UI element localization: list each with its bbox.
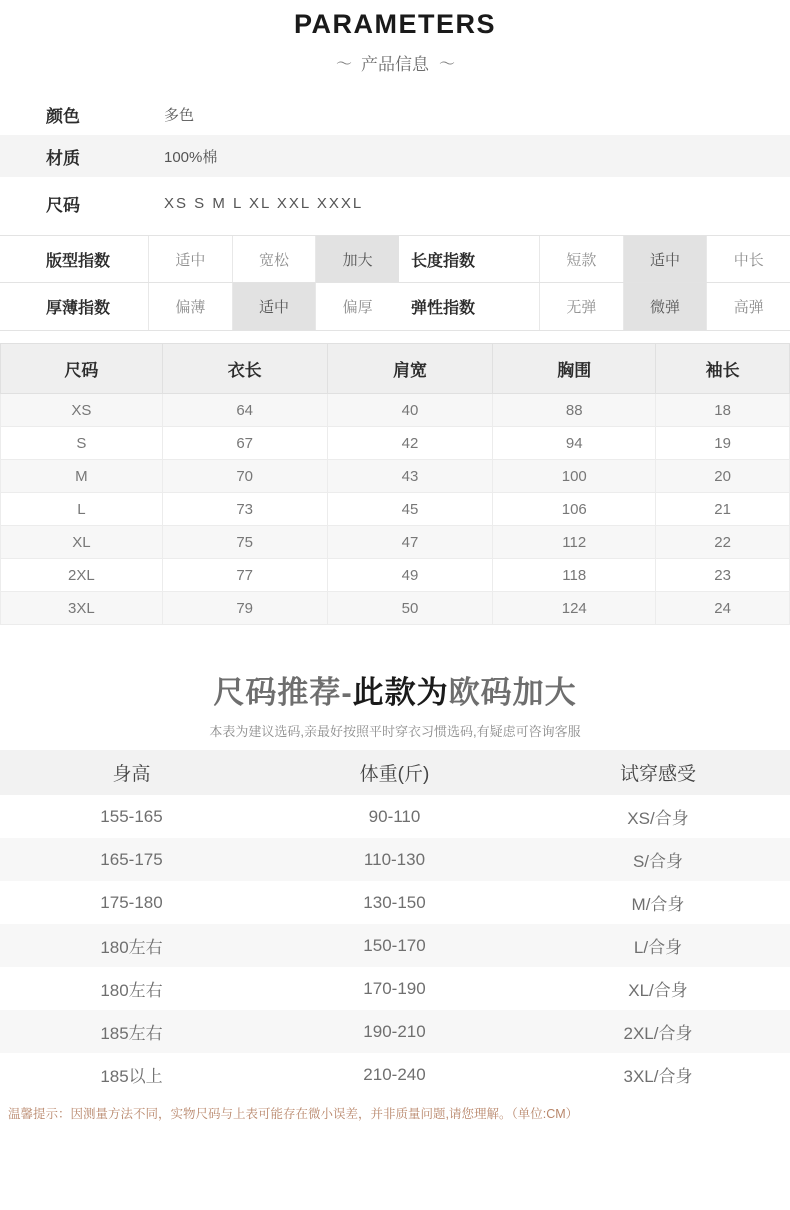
ornament-left-icon: 〜: [335, 56, 351, 73]
rec-col-header: 试穿感受: [526, 750, 790, 795]
cell: 47: [327, 526, 493, 559]
cell: S/合身: [526, 838, 790, 881]
cell: 130-150: [363, 892, 426, 912]
cell: 43: [327, 460, 493, 493]
cell: 18: [656, 394, 790, 427]
recommend-title-part3: 欧码加大: [448, 675, 577, 710]
index-row-thickness-elasticity: [0, 283, 790, 331]
cell: 94: [493, 427, 656, 460]
info-key: 颜色: [46, 106, 80, 126]
table-row: [0, 924, 790, 967]
index-grid: [0, 235, 790, 331]
table-row: [0, 838, 790, 881]
cell: 165-175: [0, 838, 263, 881]
cell: 180左右: [100, 981, 163, 1000]
info-row-material: [0, 135, 790, 177]
cell: 124: [493, 592, 656, 625]
index-label-thickness: 厚薄指数: [46, 300, 111, 317]
table-header-row: [1, 344, 790, 394]
cell: XL: [1, 526, 163, 559]
cell: 185左右: [0, 1010, 263, 1053]
table-row: [1, 592, 790, 625]
cell: 45: [327, 493, 493, 526]
cell: 67: [162, 427, 327, 460]
index-option-fit-2[interactable]: 加大: [315, 236, 399, 282]
table-row: [0, 881, 790, 924]
page-title: PARAMETERS: [293, 9, 496, 39]
index-option-elasticity-1[interactable]: 微弹: [623, 283, 707, 330]
cell: 50: [327, 592, 493, 625]
index-option-thickness-1[interactable]: 适中: [232, 283, 316, 330]
product-info-list: [0, 93, 790, 229]
table-row: [0, 1053, 790, 1096]
cell: 42: [327, 427, 493, 460]
ornament-right-icon: 〜: [439, 56, 455, 73]
cell: 210-240: [363, 1064, 426, 1084]
index-option-length-0[interactable]: 短款: [539, 236, 623, 282]
cell: 150-170: [263, 924, 526, 967]
table-row: [1, 493, 790, 526]
table-row: [1, 427, 790, 460]
cell: 20: [656, 460, 790, 493]
cell: 106: [493, 493, 656, 526]
info-value: 100%棉: [164, 148, 218, 166]
cell: L: [1, 493, 163, 526]
cell: 155-165: [100, 806, 163, 826]
cell: 2XL/合身: [526, 1010, 790, 1053]
recommend-note: 本表为建议选码,亲最好按照平时穿衣习惯选码,有疑虑可咨询客服: [209, 724, 581, 739]
recommend-title-part2: 此款为: [352, 675, 449, 710]
cell: 70: [162, 460, 327, 493]
table-row: [0, 1010, 790, 1053]
cell: L/合身: [526, 924, 790, 967]
rec-col-header: 体重(斤): [263, 750, 526, 795]
index-label-elasticity: 弹性指数: [411, 300, 476, 317]
cell: S: [1, 427, 163, 460]
cell: 49: [327, 559, 493, 592]
info-value: 多色: [164, 106, 195, 124]
cell: 24: [656, 592, 790, 625]
size-recommend-table: [0, 750, 790, 1096]
recommend-title-part1: 尺码推荐-: [213, 675, 353, 710]
cell: 22: [656, 526, 790, 559]
cell: 180左右: [0, 924, 263, 967]
cell: 118: [493, 559, 656, 592]
index-option-thickness-2[interactable]: 偏厚: [315, 283, 399, 330]
cell: 77: [162, 559, 327, 592]
cell: 79: [162, 592, 327, 625]
cell: 3XL: [1, 592, 163, 625]
cell: 112: [493, 526, 656, 559]
table-row: [1, 559, 790, 592]
footer-note: 温馨提示：因测量方法不同，实物尺码与上表可能存在微小误差，并非质量问题,请您理解。（单位:CM）: [8, 1107, 579, 1121]
table-row: [0, 967, 790, 1010]
cell: M/合身: [631, 895, 685, 914]
cell: XS: [1, 394, 163, 427]
index-option-thickness-0[interactable]: 偏薄: [148, 283, 232, 330]
cell: 73: [162, 493, 327, 526]
index-option-elasticity-0[interactable]: 无弹: [539, 283, 623, 330]
index-option-elasticity-2[interactable]: 高弹: [706, 283, 790, 330]
cell: 21: [656, 493, 790, 526]
rec-col-header: 身高: [0, 750, 263, 795]
cell: 64: [162, 394, 327, 427]
size-col-header: 肩宽: [327, 344, 493, 394]
cell: 3XL/合身: [623, 1067, 693, 1086]
cell: 75: [162, 526, 327, 559]
table-row: [1, 460, 790, 493]
recommend-title: [0, 667, 790, 712]
cell: 185以上: [100, 1067, 163, 1086]
info-value: XS S M L XL XXL XXXL: [164, 194, 364, 212]
table-row: [0, 795, 790, 838]
index-label-length: 长度指数: [411, 252, 476, 270]
info-key: 尺码: [46, 195, 80, 215]
cell: M: [1, 460, 163, 493]
size-col-header: 衣长: [162, 344, 327, 394]
cell: 40: [327, 394, 493, 427]
size-measurement-table: [0, 343, 790, 625]
cell: 19: [656, 427, 790, 460]
cell: 90-110: [368, 806, 421, 826]
size-col-header: 胸围: [493, 344, 656, 394]
cell: 88: [493, 394, 656, 427]
cell: 23: [656, 559, 790, 592]
cell: XS/合身: [627, 809, 689, 828]
info-row-size: [0, 177, 790, 229]
subtitle-row: [0, 50, 790, 75]
index-option-fit-1[interactable]: 宽松: [232, 236, 316, 282]
subtitle-text: 产品信息: [361, 55, 429, 74]
cell: 2XL: [1, 559, 163, 592]
index-label-fit: 版型指数: [46, 252, 111, 270]
cell: 175-180: [100, 892, 163, 912]
table-row: [1, 394, 790, 427]
size-col-header: 袖长: [656, 344, 790, 394]
cell: 190-210: [263, 1010, 526, 1053]
index-option-fit-0[interactable]: 适中: [148, 236, 232, 282]
index-option-length-2[interactable]: 中长: [706, 236, 790, 282]
cell: 110-130: [263, 838, 526, 881]
cell: XL/合身: [628, 981, 688, 1000]
table-header-row: [0, 750, 790, 795]
info-key: 材质: [46, 148, 80, 168]
index-row-fit-length: [0, 235, 790, 283]
size-col-header: 尺码: [1, 344, 163, 394]
info-row-color: [0, 93, 790, 135]
index-option-length-1[interactable]: 适中: [623, 236, 707, 282]
cell: 100: [493, 460, 656, 493]
cell: 170-190: [363, 978, 426, 998]
table-row: [1, 526, 790, 559]
